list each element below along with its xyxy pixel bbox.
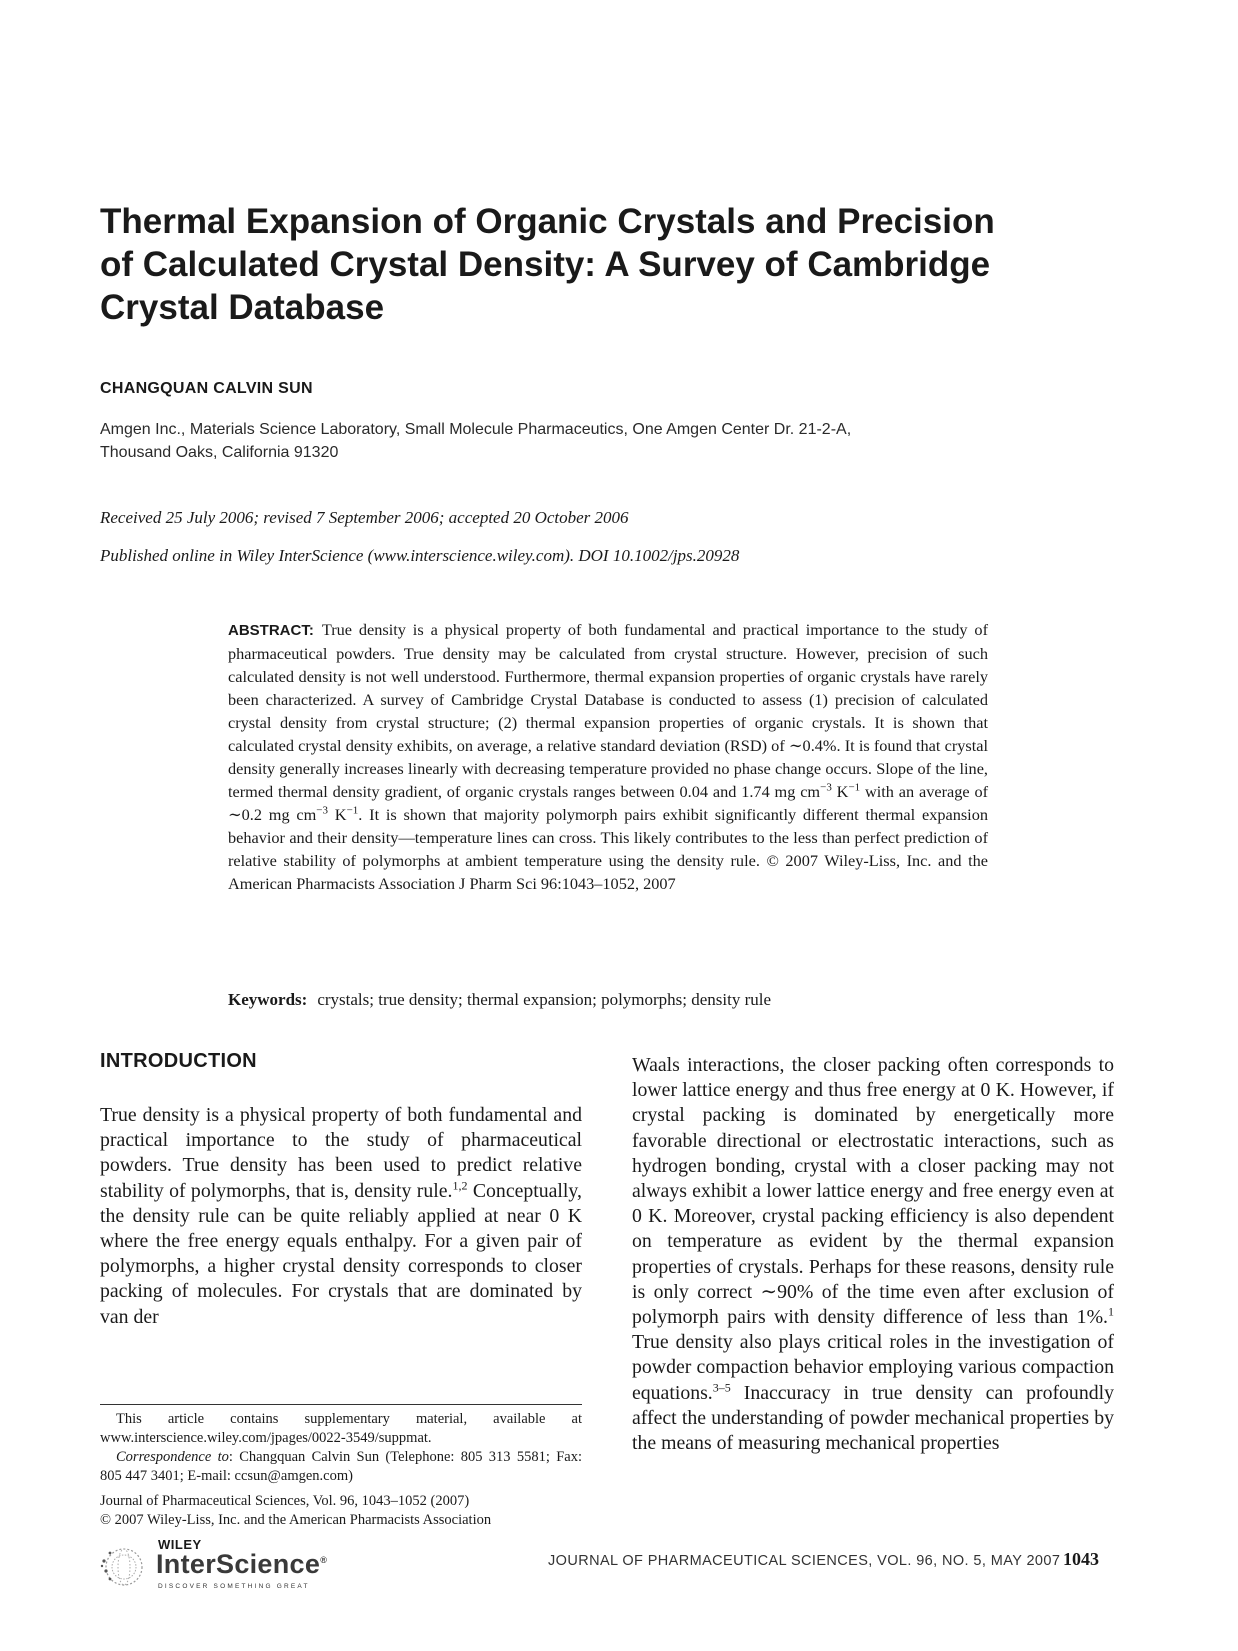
- keywords-label: Keywords:: [228, 990, 308, 1009]
- affiliation-line-2: Thousand Oaks, California 91320: [100, 444, 339, 461]
- globe-icon: [100, 1543, 152, 1589]
- abstract-text-2: K: [831, 782, 849, 801]
- running-footer: JOURNAL OF PHARMACEUTICAL SCIENCES, VOL. 96, NO. 5, MAY 2007: [548, 1553, 1061, 1569]
- abstract-exponent: −3: [316, 804, 328, 817]
- title-line-3: Crystal Database: [100, 288, 385, 327]
- author-name: CHANGQUAN CALVIN SUN: [100, 380, 313, 397]
- title-line-2: of Calculated Crystal Density: A Survey of Cambridge: [100, 245, 991, 284]
- footnote-supplementary: This article contains supplementary material, available at www.interscience.wiley.com/jpages/0022-3549/suppmat.: [100, 1411, 582, 1446]
- page-number: 1043: [1063, 1549, 1099, 1569]
- intro-text: True density also plays critical roles in the investigation of powder compaction behavior employing various compaction equations.: [632, 1331, 1114, 1404]
- article-title: [100, 200, 1000, 329]
- correspondence-text: : Changquan Calvin Sun (Telephone: 805 313 5581; Fax: 805 447 3401; E-mail: ccsun@amgen.com): [100, 1449, 582, 1484]
- keywords: [228, 990, 771, 1010]
- logo-wiley-text: WILEY: [158, 1537, 202, 1552]
- abstract-exponent: −1: [848, 781, 861, 794]
- wiley-interscience-logo: [100, 1535, 340, 1593]
- footnote-journal: Journal of Pharmaceutical Sciences, Vol. 96, 1043–1052 (2007): [100, 1493, 470, 1509]
- footnotes: [100, 1410, 582, 1530]
- intro-text: True density is a physical property of both fundamental and practical importance to the study of pharmaceutical powders. True density has been used to predict relative stability of polymorphs, that is, density rule.: [100, 1104, 582, 1202]
- introduction-right-column: [632, 1053, 1114, 1456]
- intro-text: Inaccuracy in true density can profoundly affect the understanding of powder mechanical properties by the means of measuring mechanical properties: [632, 1381, 1114, 1455]
- citation-ref: 3–5: [712, 1380, 731, 1395]
- footnote-copyright: © 2007 Wiley-Liss, Inc. and the American Pharmacists Association: [100, 1512, 492, 1528]
- abstract-exponent: −3: [820, 781, 832, 794]
- abstract-text-5: . It is shown that majority polymorph pairs exhibit significantly different thermal expansion behavior and their density—temperature lines can cross. This likely contributes to the less than perfect prediction of relative stability of polymorphs at ambient temperature using the density rule. © 2007 Wiley-Liss, Inc. and the American Pharmacists Association J Pharm Sci 96:1043–1052, 2007: [228, 805, 988, 893]
- keywords-text: crystals; true density; thermal expansion; polymorphs; density rule: [317, 990, 772, 1009]
- abstract-label: ABSTRACT:: [228, 622, 314, 639]
- registered-mark: ®: [320, 1555, 328, 1565]
- logo-tagline: DISCOVER SOMETHING GREAT: [158, 1583, 310, 1590]
- author-affiliation: [100, 418, 851, 464]
- affiliation-line-1: Amgen Inc., Materials Science Laboratory, Small Molecule Pharmaceutics, One Amgen Center Dr. 21-2-A,: [100, 421, 852, 438]
- abstract-exponent: −1: [346, 804, 359, 817]
- logo-interscience-word: InterScience: [156, 1549, 321, 1579]
- abstract-text-4: K: [328, 805, 347, 824]
- intro-text: Waals interactions, the closer packing often corresponds to lower lattice energy and thus free energy at 0 K. However, if crystal packing is dominated by energetically more favorable directional or electrostatic interactions, such as hydrogen bonding, crystal with a closer packing may not always exhibit a lower lattice energy and free energy even at 0 K. Moreover, crystal packing efficiency is also dependent on temperature as evident by the thermal expansion properties of crystals. Perhaps for these reasons, density rule is only correct ∼90% of the time even after exclusion of polymorph pairs with density difference of less than 1%.: [632, 1054, 1114, 1329]
- intro-text: Conceptually, the density rule can be quite reliably applied at near 0 K where the free energy equals enthalpy. For a given pair of polymorphs, a higher crystal density corresponds to closer packing of molecules. For crystals that are dominated by van der: [100, 1179, 582, 1328]
- introduction-left-column: [100, 1103, 582, 1330]
- section-heading-introduction: INTRODUCTION: [100, 1050, 257, 1072]
- abstract-text-1: True density is a physical property of both fundamental and practical importance to the study of pharmaceutical powders. True density may be calculated from crystal structure. However, precision of such calculated density is not well understood. Furthermore, thermal expansion properties of organic crystals have rarely been characterized. A survey of Cambridge Crystal Database is conducted to assess (1) precision of calculated crystal density from crystal structure; (2) thermal expansion properties of organic crystals. It is shown that calculated crystal density exhibits, on average, a relative standard deviation (RSD) of ∼0.4%. It is found that crystal density generally increases linearly with decreasing temperature provided no phase change occurs. Slope of the line, termed thermal density gradient, of organic crystals ranges between 0.04 and 1.74 mg cm: [228, 620, 988, 801]
- footnote-correspondence: [100, 1448, 582, 1486]
- footnote-divider: [100, 1404, 582, 1405]
- correspondence-label: Correspondence to: [116, 1449, 229, 1465]
- abstract-text-3: with an average of ∼0.2 mg cm: [228, 782, 989, 824]
- published-online: Published online in Wiley InterScience (www.interscience.wiley.com). DOI 10.1002/jps.20928: [100, 546, 740, 565]
- citation-ref: 1: [1108, 1304, 1114, 1319]
- title-line-1: Thermal Expansion of Organic Crystals and Precision: [100, 202, 995, 241]
- received-dates: Received 25 July 2006; revised 7 September 2006; accepted 20 October 2006: [100, 508, 629, 527]
- logo-interscience-text: [156, 1549, 327, 1580]
- abstract: [228, 618, 988, 895]
- citation-ref: 1,2: [452, 1178, 468, 1193]
